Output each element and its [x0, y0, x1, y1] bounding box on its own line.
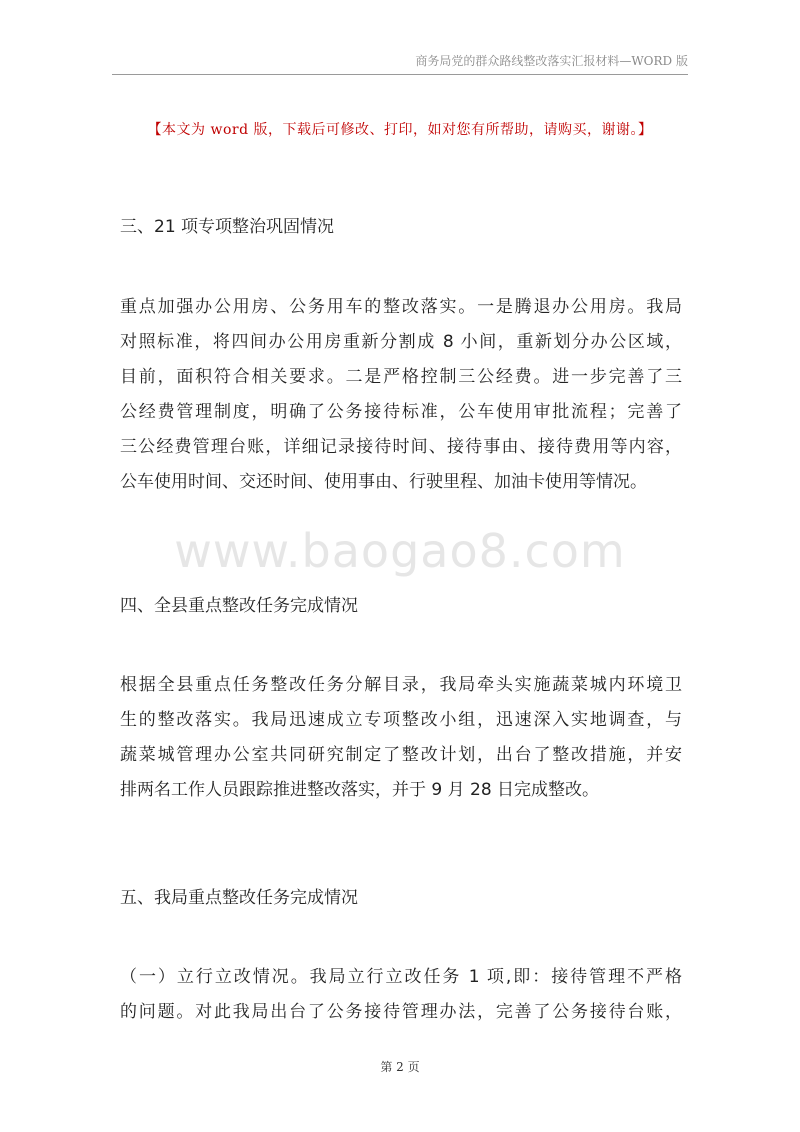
- paragraph-line: 公车使用时间、交还时间、使用事由、行驶里程、加油卡使用等情况。: [120, 472, 647, 492]
- paragraph-line: 蔬菜城管理办公室共同研究制定了整改计划，出台了整改措施，并安: [120, 745, 682, 765]
- header-divider: [112, 74, 688, 75]
- paragraph-line: 的问题。对此我局出台了公务接待管理办法，完善了公务接待台账，: [120, 1002, 682, 1022]
- paragraph-line: 排两名工作人员跟踪推进整改落实，并于 9 月 28 日完成整改。: [120, 780, 600, 800]
- paragraph-line: 三公经费管理台账，详细记录接待时间、接待事由、接待费用等内容，: [120, 437, 682, 457]
- document-title: 商务局党的群众路线整改落实汇报材料—WORD 版: [415, 54, 688, 68]
- paragraph-line: 公经费管理制度，明确了公务接待标准，公车使用审批流程；完善了: [120, 402, 682, 422]
- section-paragraph-4: [120, 668, 682, 808]
- section-paragraph-3: [120, 290, 682, 500]
- paragraph-line: 生的整改落实。我局迅速成立专项整改小组，迅速深入实地调查，与: [120, 710, 682, 730]
- paragraph-line: 对照标准，将四间办公用房重新分割成 8 小间，重新划分办公区域，: [120, 332, 682, 352]
- section-heading-5: 五、我局重点整改任务完成情况: [120, 888, 358, 908]
- purchase-notice: 【本文为 word 版，下载后可修改、打印，如对您有所帮助，请购买，谢谢。】: [147, 122, 653, 138]
- paragraph-line: （一）立行立改情况。我局立行立改任务 1 项,即：接待管理不严格: [120, 967, 682, 987]
- section-heading-4: 四、全县重点整改任务完成情况: [120, 596, 358, 616]
- section-heading-3: 三、21 项专项整治巩固情况: [120, 217, 335, 237]
- paragraph-line: 目前，面积符合相关要求。二是严格控制三公经费。进一步完善了三: [120, 367, 682, 387]
- watermark: www.baogao8.com: [174, 524, 626, 578]
- section-paragraph-5: [120, 960, 682, 1030]
- paragraph-line: 重点加强办公用房、公务用车的整改落实。一是腾退办公用房。我局: [120, 297, 682, 317]
- paragraph-line: 根据全县重点任务整改任务分解目录，我局牵头实施蔬菜城内环境卫: [120, 675, 682, 695]
- page-number: 第 2 页: [380, 1060, 420, 1074]
